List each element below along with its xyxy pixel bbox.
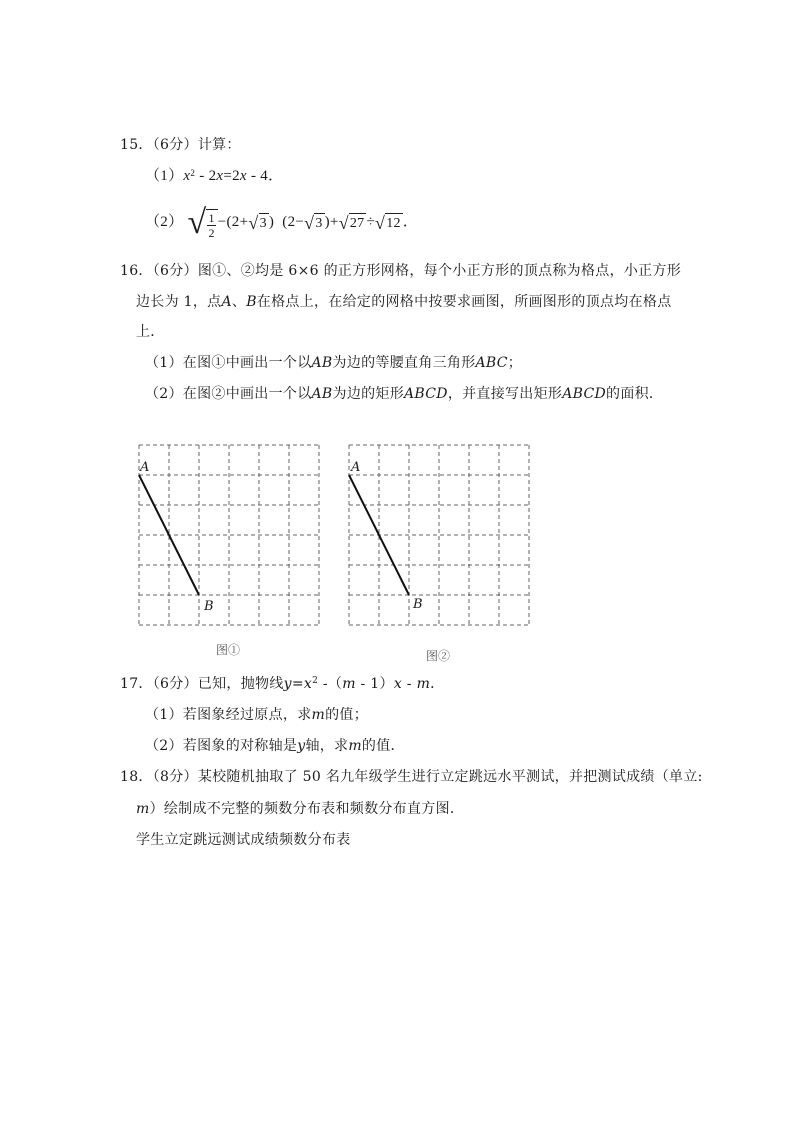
fig2-label-a: A [351,460,361,475]
q15-part2: （2） √ $\frac{1}{2}$ −(2+ √ 3 ) (2− √ 3 )+ √ 27 ÷ √ 12 ． [145,203,419,241]
q17-sub2a: （2）若图象的对称轴是 [145,738,298,754]
fig1-label-a: A [140,460,150,475]
q16-sub1b: 为边的等腰直角三角形 [332,355,476,371]
q18-line1: 18．（8分）某校随机抽取了 50 名九年级学生进行立定跳远水平测试，并把测试成绩（单立: [120,769,703,785]
fig1-caption: 图① [216,643,241,657]
fig2-label-b: B [413,597,423,612]
q15-title: 15．（6分）计算： [120,137,241,153]
grid-figure-2 [340,438,540,638]
q16-sub2c: ，并直接写出矩形 [447,386,563,402]
q16-line2-text: 边长为 1，点 [136,294,222,310]
q16-sub2: （2）在图②中画出一个以AB为边的矩形ABCD，并直接写出矩形ABCD的面积． [145,386,664,402]
q15-part1-label: （1） [145,168,184,184]
q17-line1: 17．（6分）已知，抛物线$y=x^2$ -（m - 1）x - m． [120,676,445,692]
fig1-label-b: B [204,599,214,614]
sqrt-3b: √ 3 [304,213,323,234]
q17-sub1a: （1）若图象经过原点，求 [145,707,312,723]
sqrt-3: √ 3 [248,213,267,234]
sqrt-half: √ $\frac{1}{2}$ [187,206,217,240]
grid-figure-1 [130,438,330,638]
q16-sub1a: （1）在图①中画出一个以 [145,355,312,371]
q17-line1a: 17．（6分）已知，抛物线 [120,676,284,692]
q15-part1: $(1)x^2 - 2x=2x - 4$． [145,168,284,184]
q16-sub1c: ； [507,355,523,371]
q16-line2: 边长为 1，点A、B在格点上，在给定的网格中按要求画图，所画图形的顶点均在格点 [136,294,672,310]
q17-sub2c: 的值． [361,738,405,754]
q16-sub2a: （2）在图②中画出一个以 [145,386,312,402]
q16-line1: 16．（6分）图①、②均是 6×6 的正方形网格，每个小正方形的顶点称为格点，小正方形 [120,263,682,279]
q15-part2-label: （2） [145,214,184,230]
q16-sub1: （1）在图①中画出一个以AB为边的等腰直角三角形ABC； [145,355,523,371]
q16-sub2d: 的面积． [606,386,664,402]
q17-sub2: （2）若图象的对称轴是y轴，求m的值． [145,738,405,754]
q16-line3: 上． [136,324,165,340]
q18-line2 [136,799,464,819]
sqrt-27: √ 27 [338,213,365,234]
fig2-caption: 图② [426,649,451,663]
q18-line2b: ）绘制成不完整的频数分布表和频数分布直方图． [149,801,465,817]
q16-sub2b: 为边的矩形 [332,386,405,402]
q17-sub1: （1）若图象经过原点，求m的值； [145,707,368,723]
sqrt-12: √ 12 [375,213,401,234]
q17-sub2b: 轴，求 [305,738,349,754]
q16-line2b-text: 在格点上，在给定的网格中按要求画图，所画图形的顶点均在格点 [256,294,672,310]
q18-table-title: 学生立定跳远测试成绩频数分布表 [136,832,351,848]
q17-sub1b: 的值； [325,707,368,723]
q18-line2a: m [136,801,150,817]
